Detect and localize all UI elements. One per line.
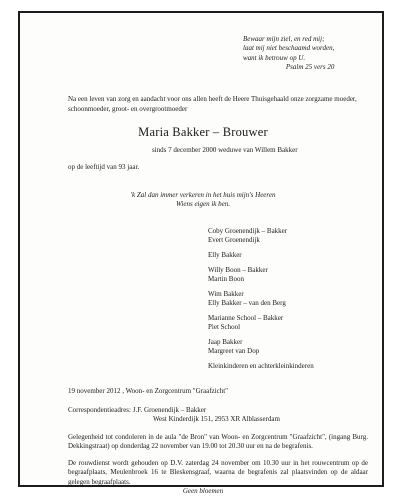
correspondence-name: Correspondentieadres: J.F. Groenendijk – Bakker [68,406,207,414]
family-member: Wim Bakker [208,289,244,298]
closing-note: Geen bloemen [182,487,224,495]
family-group [208,338,314,356]
family-member: Margreet van Dop [208,347,260,355]
psalm-reference: Psalm 25 vers 20 [285,63,335,72]
bible-verse [20,191,386,210]
service-info: De rouwdienst wordt gehouden op D.V. zaterdag 24 november om 10.30 uur in het rouwcentrum op de begraafplaats, Meulenbroek 16 te Bleskensgraaf, waarna de begrafenis zal plaatsvinden op de aldaar gelegen begraafplaats. [68,459,368,486]
family-member: Piet School [208,323,241,331]
family-member: Kleinkinderen en achterkleinkinderen [208,361,314,370]
deceased-name: Maria Bakker – Brouwer [138,125,268,139]
condolence-info: Gelegenheid tot condoleren in de aula "de Bron" van Woon- en Zorgcentrum "Graafzicht", (ingang Burg. Dekkingstraat) op donderdag 22 november van 19.00 tot 20.30 uur en na de begrafenis. [68,433,368,451]
verse-line-1: 'k Zal dan immer verkeren in het huis mijn's Heeren [130,191,276,199]
psalm-quote [243,35,334,73]
intro-text: Na een leven van zorg en aandacht voor ons allen heeft de Heere Thuisgehaald onze zorgzame moeder, schoonmoeder, groot- en overgrootmoeder [68,95,357,113]
psalm-line-3: want ik betrouw op U. [243,53,306,62]
family-list [208,227,314,377]
family-member: Jaap Bakker [208,337,243,346]
age-line: op de leeftijd van 93 jaar. [68,163,140,171]
psalm-line-1: Bewaar mijn ziel, en red mij; [243,35,325,43]
date-location: 19 november 2012 , Woon- en Zorgcentrum "Graafzicht" [68,387,229,395]
family-group [208,227,314,245]
family-group [208,266,314,284]
family-member: Marianne School – Bakker [208,313,284,322]
verse-line-2: Wiens eigen ik ben. [175,200,231,209]
family-member: Elly Bakker [208,251,242,259]
family-group [208,290,314,308]
family-group [208,362,314,371]
correspondence-address: West Kinderdijk 151, 2953 XR Alblasserdam [153,415,280,423]
family-member: Martin Boon [208,275,244,283]
psalm-line-2: laat mij niet beschaamd worden, [243,44,335,53]
widow-line: sinds 7 december 2000 weduwe van Willem Bakker [152,146,298,154]
family-member: Evert Groenendijk [208,236,260,245]
funeral-card [18,11,384,495]
family-member: Elly Bakker – van den Berg [208,299,286,307]
family-member: Willy Boon – Bakker [208,265,268,274]
family-member: Coby Groenendijk – Bakker [208,227,288,235]
family-group [208,314,314,332]
family-group [208,251,314,260]
